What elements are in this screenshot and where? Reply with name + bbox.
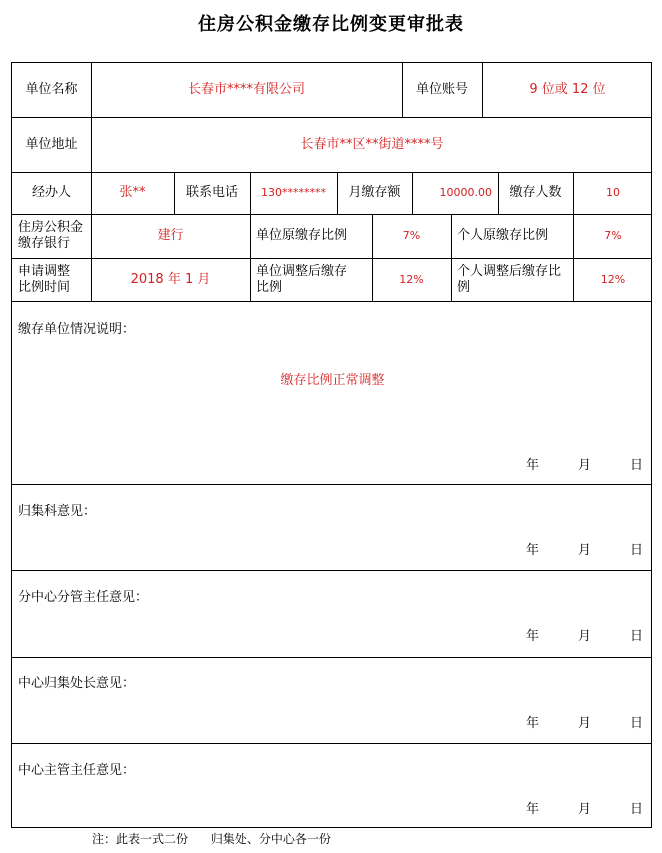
section-divider (12, 484, 651, 485)
bank-label-line-1: 住房公积金 (18, 220, 84, 235)
date-year: 年 (526, 458, 540, 473)
unit-name-value: 长春市****有限公司 (187, 82, 305, 97)
center-director-opinion-label: 中心主管主任意见： (18, 763, 136, 778)
address-label: 单位地址 (25, 136, 78, 152)
sub-center-opinion-label: 分中心分管主任意见： (18, 590, 149, 605)
row-divider (12, 301, 651, 302)
bank-value: 建行 (157, 228, 184, 243)
address-value: 长春市**区**街道****号 (300, 136, 444, 152)
section-divider (12, 657, 651, 658)
date-month: 月 (578, 716, 592, 731)
date-month: 月 (578, 802, 592, 817)
phone-label: 联系电话 (185, 185, 238, 200)
date-day: 日 (630, 543, 644, 558)
date-day: 日 (630, 802, 644, 817)
personal-orig-value: 7% (604, 229, 622, 242)
unit-orig-value: 7% (402, 229, 421, 242)
personal-new-label-line-2: 例 (457, 279, 471, 295)
personal-new-label-line-1: 个人调整后缴存比 (457, 263, 562, 279)
personal-orig-label: 个人原缴存比例 (457, 228, 549, 243)
date-year: 年 (526, 716, 540, 731)
account-label: 单位账号 (415, 82, 468, 97)
bank-label-line-2: 缴存银行 (18, 236, 71, 251)
apply-time-value: 2018 年 1 月 (130, 271, 211, 287)
date-day: 日 (630, 716, 644, 731)
apply-time-label-line-1: 申请调整 (18, 263, 71, 279)
bank-label (12, 214, 91, 258)
section-divider (12, 570, 651, 571)
apply-time-label (12, 258, 91, 301)
apply-time-label-line-2: 比例时间 (18, 279, 71, 295)
unit-new-value: 12% (399, 272, 424, 286)
count-label: 缴存人数 (509, 185, 562, 200)
section-divider (12, 743, 651, 744)
center-collection-opinion-label: 中心归集处长意见： (18, 676, 136, 691)
footer-note: 注：此表一式二份 归集处、分中心各一份 (92, 832, 331, 846)
date-month: 月 (578, 629, 592, 644)
collection-opinion-label: 归集科意见： (18, 504, 97, 519)
unit-desc-label: 缴存单位情况说明： (18, 322, 136, 337)
date-year: 年 (526, 802, 540, 817)
unit-new-label-line-1: 单位调整后缴存 (256, 263, 348, 279)
unit-orig-label: 单位原缴存比例 (256, 228, 348, 243)
unit-new-label-line-2: 比例 (256, 279, 283, 295)
page-title: 住房公积金缴存比例变更审批表 (198, 14, 464, 35)
handler-value: 张** (119, 185, 146, 200)
date-month: 月 (578, 458, 592, 473)
unit-desc-value: 缴存比例正常调整 (280, 373, 385, 388)
date-day: 日 (630, 629, 644, 644)
date-year: 年 (526, 629, 540, 644)
date-day: 日 (630, 458, 644, 473)
unit-new-label (250, 258, 372, 301)
count-value: 10 (606, 186, 620, 199)
personal-new-label (451, 258, 573, 301)
monthly-label: 月缴存额 (348, 185, 401, 200)
date-year: 年 (526, 543, 540, 558)
monthly-value: 10000.00 (439, 186, 492, 199)
unit-name-label: 单位名称 (25, 82, 78, 97)
approval-form (11, 62, 652, 828)
account-value: 9 位或 12 位 (529, 82, 606, 97)
phone-value: 130******** (261, 186, 326, 199)
handler-label: 经办人 (31, 185, 71, 200)
date-month: 月 (578, 543, 592, 558)
personal-new-value: 12% (600, 272, 626, 286)
